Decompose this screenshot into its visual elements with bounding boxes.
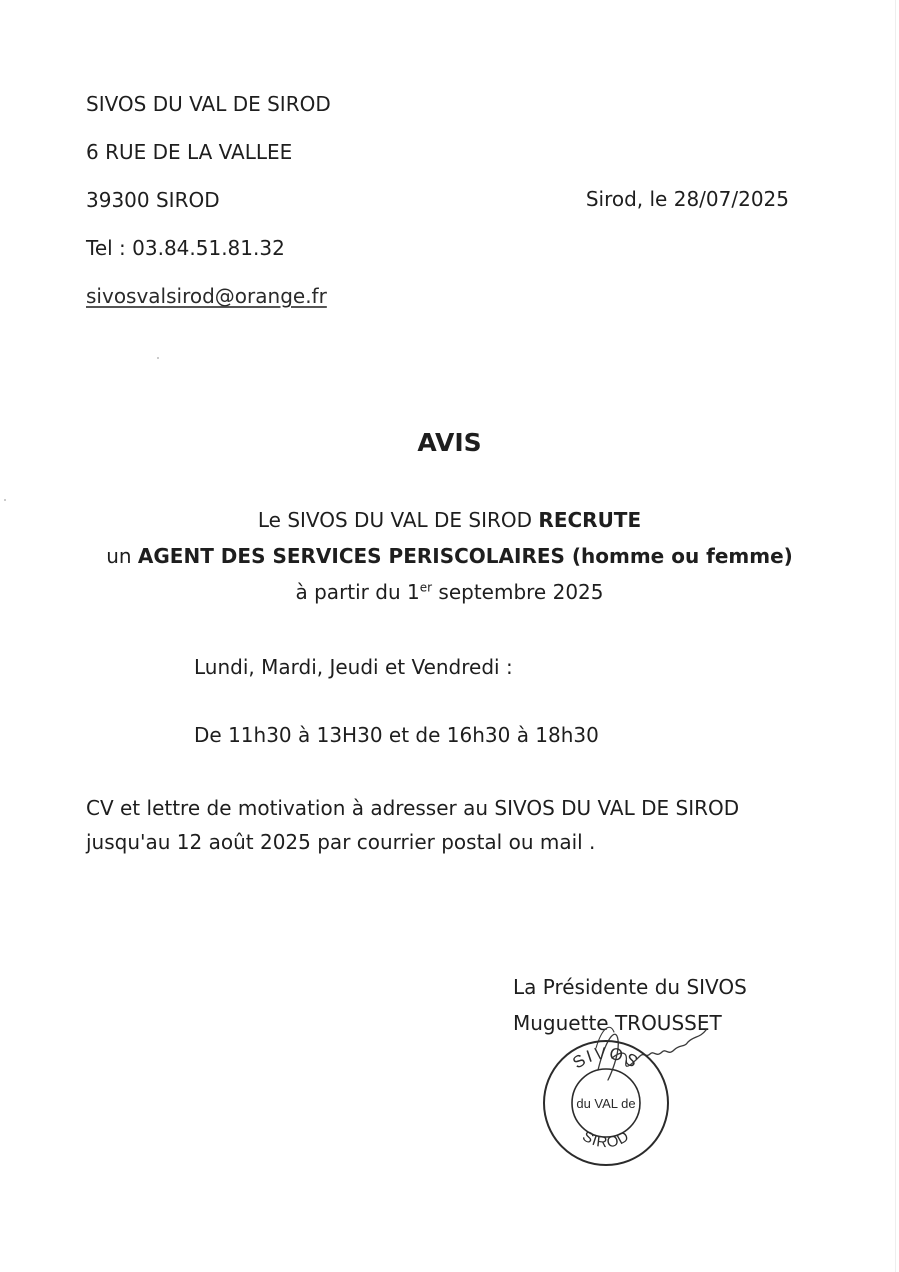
scan-speck xyxy=(157,357,159,359)
notice-title: AVIS xyxy=(417,428,482,457)
announcement-recrute: RECRUTE xyxy=(538,508,642,532)
announcement-line-2-text: un xyxy=(106,544,138,568)
announcement-line-2 xyxy=(0,543,899,569)
signature-role: La Présidente du SIVOS xyxy=(513,975,747,999)
sender-city: 39300 SIROD xyxy=(86,188,220,212)
announcement-start-sup: er xyxy=(419,580,433,595)
announcement-job-title: AGENT DES SERVICES PERISCOLAIRES (homme ou femme) xyxy=(137,544,793,568)
announcement-start-prefix: à partir du 1 xyxy=(295,580,420,604)
announcement-line-1-text: Le SIVOS DU VAL DE SIROD xyxy=(257,508,539,532)
sender-name: SIVOS DU VAL DE SIROD xyxy=(86,92,331,116)
stamp-bottom-text xyxy=(579,1128,632,1152)
date-line: Sirod, le 28/07/2025 xyxy=(585,187,789,211)
official-stamp xyxy=(540,1037,672,1169)
application-line-1: CV et lettre de motivation à adresser au SIVOS DU VAL DE SIROD xyxy=(86,796,740,820)
stamp-top-path: SIVOS xyxy=(569,1043,643,1073)
stamp-top-text xyxy=(569,1044,642,1073)
stamp-middle-text: du VAL de xyxy=(576,1096,636,1111)
announcement-line-3 xyxy=(0,579,899,605)
sender-phone: Tel : 03.84.51.81.32 xyxy=(86,236,285,260)
schedule-hours: De 11h30 à 13H30 et de 16h30 à 18h30 xyxy=(194,723,599,747)
sender-street: 6 RUE DE LA VALLEE xyxy=(86,140,293,164)
schedule-days: Lundi, Mardi, Jeudi et Vendredi : xyxy=(194,655,513,679)
application-line-2: jusqu'au 12 août 2025 par courrier postal ou mail . xyxy=(86,830,596,854)
stamp-bottom-path: SIROD xyxy=(579,1127,633,1152)
signature-name: Muguette TROUSSET xyxy=(513,1011,722,1035)
announcement-line-1 xyxy=(0,507,899,533)
announcement-start-suffix: septembre 2025 xyxy=(432,580,604,604)
sender-email-link[interactable]: sivosvalsirod@orange.fr xyxy=(86,284,327,308)
scan-speck xyxy=(4,499,6,501)
